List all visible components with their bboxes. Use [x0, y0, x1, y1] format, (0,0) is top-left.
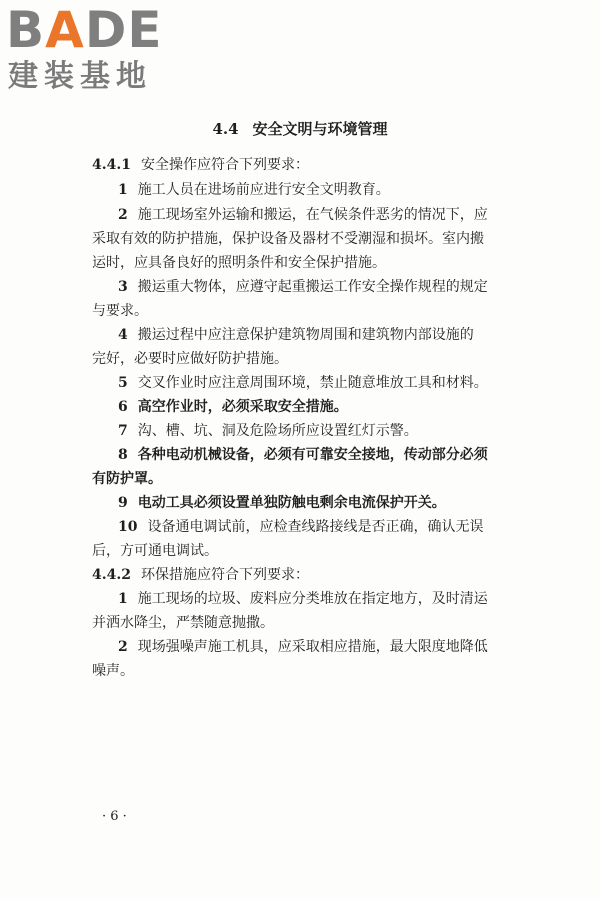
item-2-line-1: 2 施工现场室外运输和搬运，在气候条件恶劣的情况下，应 [118, 207, 488, 223]
env-item-2-line-1: 2 现场强噪声施工机具，应采取相应措施，最大限度地降低 [118, 639, 488, 655]
bade-logo [6, 1, 176, 96]
item-10-line-1: 10 设备通电调试前，应检查线路接线是否正确，确认无误 [118, 519, 484, 535]
item-4-line-1: 4 搬运过程中应注意保护建筑物周围和建筑物内部设施的 [118, 327, 474, 343]
item-9: 9 电动工具必须设置单独防触电剩余电流保护开关。 [118, 495, 446, 511]
env-item-1-line-1: 1 施工现场的垃圾、废料应分类堆放在指定地方，及时清运 [118, 591, 488, 607]
item-7: 7 沟、槽、坑、洞及危险场所应设置红灯示警。 [118, 423, 418, 439]
item-10-line-2: 后，方可通电调试。 [92, 543, 218, 559]
item-4-line-2: 完好，必要时应做好防护措施。 [92, 351, 288, 367]
item-1: 1 施工人员在进场前应进行安全文明教育。 [118, 182, 390, 198]
item-6: 6 高空作业时，必须采取安全措施。 [118, 399, 348, 415]
item-8-line-2: 有防护罩。 [92, 471, 162, 487]
item-2-line-3: 运时，应具备良好的照明条件和安全保护措施。 [92, 255, 386, 271]
clause-4-4-1: 4.4.1 安全操作应符合下列要求： [92, 157, 309, 173]
env-item-1-line-2: 并洒水降尘，严禁随意抛撒。 [92, 615, 274, 631]
logo-chinese-text: 建装基地 [8, 59, 152, 94]
section-heading: 4.4 安全文明与环境管理 [212, 120, 388, 138]
item-5: 5 交叉作业时应注意周围环境，禁止随意堆放工具和材料。 [118, 375, 488, 391]
logo-wordmark: BADE [6, 1, 163, 59]
clause-4-4-2: 4.4.2 环保措施应符合下列要求： [92, 567, 309, 583]
page-number: · 6 · [102, 809, 127, 824]
item-2-line-2: 采取有效的防护措施，保护设备及器材不受潮湿和损坏。室内搬 [92, 231, 484, 247]
env-item-2-line-2: 噪声。 [92, 663, 134, 679]
item-3-line-2: 与要求。 [92, 303, 148, 319]
item-8-line-1: 8 各种电动机械设备，必须有可靠安全接地，传动部分必须 [118, 447, 488, 463]
item-3-line-1: 3 搬运重大物体，应遵守起重搬运工作安全操作规程的规定 [118, 279, 488, 295]
